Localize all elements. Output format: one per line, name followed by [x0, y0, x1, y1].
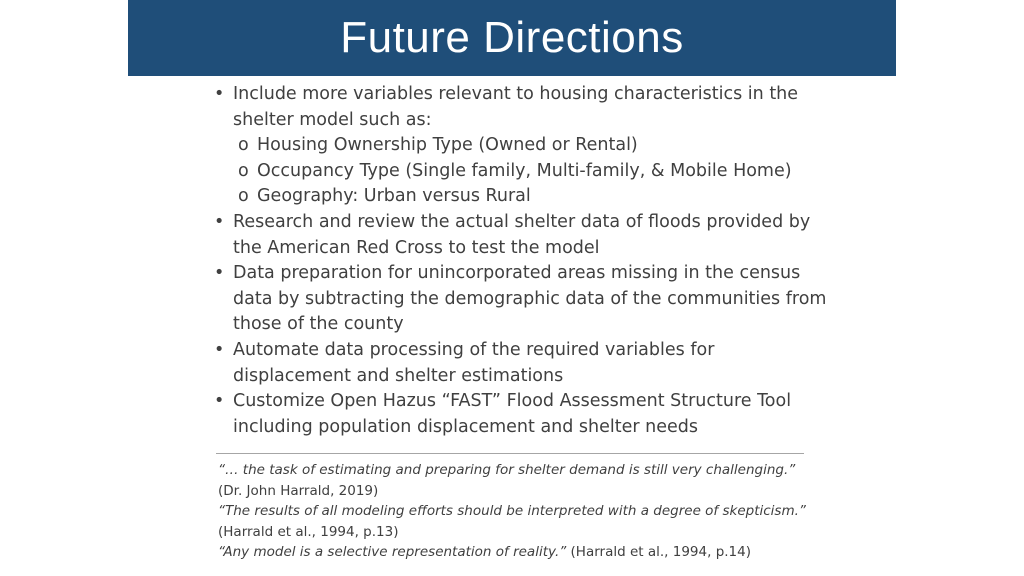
bullet-line: those of the county	[233, 314, 404, 335]
bullet-icon: •	[214, 84, 225, 104]
quote-text: “Any model is a selective representation of reality.”	[218, 544, 567, 560]
title-bar	[128, 0, 896, 76]
bullet-line: Research and review the actual shelter data of floods provided by	[233, 211, 811, 232]
bullet-icon: •	[214, 211, 225, 232]
quote-text: “The results of all modeling efforts should be interpreted with a degree of skepticism.”	[218, 503, 806, 519]
quote-line	[218, 542, 838, 563]
bullet-icon: •	[214, 391, 225, 412]
quote-source: (Harrald et al., 1994, p.14)	[566, 544, 751, 560]
divider	[216, 453, 804, 454]
bullet-line: Automate data processing of the required variables for	[233, 339, 715, 360]
bullet-item	[214, 389, 834, 440]
bullet-line: Include more variables relevant to housing characteristics in the	[233, 84, 799, 104]
quotes-block	[218, 460, 838, 563]
bullet-icon: •	[214, 339, 225, 360]
sub-bullet-text: Geography: Urban versus Rural	[257, 186, 531, 207]
sub-bullet-text: Housing Ownership Type (Owned or Rental)	[257, 135, 638, 156]
quote-text: “… the task of estimating and preparing for shelter demand is still very challenging.”	[218, 462, 796, 478]
bullet-line: including population displacement and shelter needs	[233, 416, 699, 437]
sub-bullet-item	[214, 159, 834, 185]
sub-bullet-item	[214, 133, 834, 159]
sub-bullet-item	[214, 184, 834, 210]
quote-source: (Harrald et al., 1994, p.13)	[218, 523, 399, 540]
bullet-line: shelter model such as:	[233, 109, 432, 130]
bullet-list	[214, 82, 834, 440]
slide-title: Future Directions	[340, 13, 684, 62]
sub-bullet-text: Occupancy Type (Single family, Multi-family, & Mobile Home)	[257, 160, 792, 181]
bullet-line: Data preparation for unincorporated areas missing in the census	[233, 263, 801, 284]
quote-source: (Dr. John Harrald, 2019)	[218, 482, 379, 499]
bullet-item	[214, 210, 834, 261]
circle-bullet-icon: o	[238, 186, 249, 207]
circle-bullet-icon: o	[238, 135, 249, 156]
bullet-item	[214, 261, 834, 338]
bullet-line: Customize Open Hazus “FAST” Flood Assessment Structure Tool	[233, 391, 792, 412]
circle-bullet-icon: o	[238, 160, 249, 181]
bullet-line: the American Red Cross to test the model	[233, 237, 600, 258]
bullet-icon: •	[214, 263, 225, 284]
bullet-item	[214, 82, 834, 133]
bullet-line: displacement and shelter estimations	[233, 365, 564, 386]
bullet-line: data by subtracting the demographic data of the communities from	[233, 288, 827, 309]
bullet-item	[214, 338, 834, 389]
